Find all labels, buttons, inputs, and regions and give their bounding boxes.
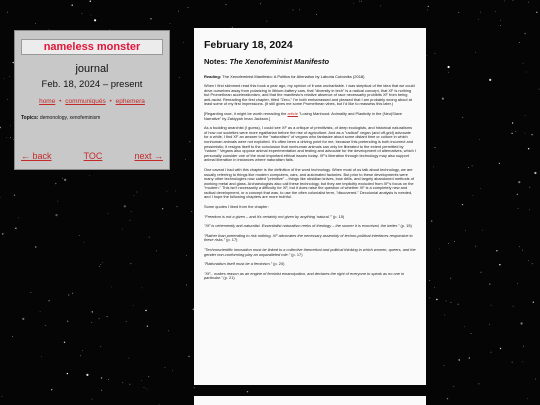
post-date-range: Feb. 18, 2024 – present — [41, 79, 143, 90]
star — [465, 230, 466, 231]
star — [479, 384, 480, 385]
star — [448, 72, 449, 73]
star — [526, 72, 527, 73]
star — [439, 248, 440, 249]
star — [525, 115, 526, 116]
star — [177, 206, 178, 207]
quote-6 — [204, 272, 416, 281]
star — [536, 12, 537, 13]
star — [433, 167, 434, 168]
star — [48, 300, 49, 301]
pager — [21, 151, 163, 161]
star — [531, 134, 532, 135]
star — [500, 348, 501, 349]
star — [431, 220, 432, 221]
star — [444, 315, 445, 316]
star — [523, 63, 524, 64]
star — [468, 167, 469, 168]
star — [479, 139, 480, 140]
star — [186, 285, 187, 286]
star — [62, 178, 63, 179]
star — [183, 42, 184, 43]
quote-text: "XF is vehemently anti-naturalist. Essentialist naturalism reeks of theology – the sooner it is exorcised, the better." — [204, 223, 400, 229]
star — [435, 53, 436, 54]
star — [444, 365, 445, 366]
paragraph-4: One caveat I had with this chapter is the definition of the word technology. When most of us talk about technology, we are usually referring to things like modern computers, cars, and automated factories. But prior to these developments were many other technologies now called "primitive" – things like obsidian knives, bow drills, and largely abandoned methods of working metal and glass. Archaeologists also call these technology, but they are implicitly excluded from XF's focus on the "modern." This isn't necessarily a difficulty for XF, but it does raise the question of whether XF is a completely new and radical development, or a concept that was, to use the often colonialist term, "discovered." Decolonial analysis is needed, and I hope the following chapters are more truthful. — [204, 166, 414, 200]
star — [126, 321, 127, 322]
star — [522, 361, 523, 362]
site-title[interactable]: nameless monster — [21, 39, 163, 55]
star — [92, 311, 93, 312]
star — [353, 3, 354, 4]
star — [518, 208, 519, 209]
star — [429, 280, 430, 281]
star — [380, 6, 381, 7]
star — [149, 237, 150, 238]
star — [496, 250, 497, 251]
star — [91, 322, 92, 323]
star — [4, 78, 5, 79]
back-link[interactable]: ← back — [21, 151, 52, 161]
star — [185, 159, 186, 160]
nav-links — [21, 98, 163, 105]
star — [458, 304, 459, 305]
star — [7, 99, 8, 100]
star — [2, 396, 3, 397]
star — [480, 188, 481, 189]
star — [79, 235, 80, 236]
star — [435, 147, 436, 148]
star — [148, 376, 149, 377]
star — [7, 12, 8, 13]
paragraph-2 — [204, 112, 416, 121]
star — [194, 387, 195, 388]
star — [190, 141, 191, 142]
star — [170, 23, 171, 24]
star — [191, 211, 192, 212]
star — [82, 350, 83, 351]
topics-line — [21, 115, 163, 121]
star — [168, 331, 169, 332]
star — [454, 241, 455, 242]
star — [513, 306, 514, 307]
star — [266, 21, 267, 22]
star — [532, 263, 533, 264]
star — [247, 391, 248, 392]
star — [108, 213, 109, 214]
star — [188, 7, 189, 8]
star — [67, 321, 68, 322]
entry-title-book: The Xenofeminist Manifesto — [229, 57, 330, 66]
star — [101, 390, 102, 391]
next-link[interactable]: next → — [134, 151, 163, 161]
quote-text: "Rationalism itself must be a feminism." — [204, 261, 273, 267]
star — [156, 251, 157, 252]
star — [86, 374, 88, 376]
next-entry-box — [194, 396, 426, 405]
quote-cite: (p. 15) — [332, 213, 345, 219]
star — [100, 264, 101, 265]
star — [316, 14, 317, 15]
star — [521, 322, 523, 324]
star — [513, 0, 514, 1]
entry-title-prefix: Notes: — [204, 57, 228, 66]
section-title: journal — [75, 63, 109, 75]
quote-3 — [204, 234, 416, 243]
star — [15, 228, 16, 229]
star — [293, 10, 294, 11]
star — [101, 377, 102, 378]
star — [539, 89, 540, 90]
star — [45, 325, 46, 326]
star — [146, 389, 147, 390]
star — [458, 12, 459, 13]
star — [491, 352, 492, 353]
star — [500, 25, 501, 26]
star — [523, 346, 524, 347]
topics-value: demonology, xenofeminism — [39, 115, 101, 121]
star — [72, 293, 73, 294]
star — [472, 195, 473, 196]
reading-line — [204, 74, 416, 79]
star — [41, 356, 42, 357]
star — [10, 137, 11, 138]
star — [517, 283, 518, 284]
star — [0, 127, 1, 128]
star — [55, 183, 56, 184]
star — [162, 208, 163, 209]
nav-communiques-link[interactable]: communiqués — [65, 98, 106, 105]
star — [94, 19, 96, 21]
article-link[interactable]: article — [287, 110, 298, 116]
reading-value: The Xenofeminist Manifesto: A Politics for Alienation by Laboria Cuboniks (2018) — [222, 74, 365, 79]
nav-home-link[interactable]: home — [39, 98, 56, 105]
star — [481, 272, 482, 273]
entry-date: February 18, 2024 — [204, 39, 293, 51]
star — [134, 195, 135, 196]
star — [144, 387, 145, 388]
paragraph-2-before: [Regarding race, it might be worth rereading the — [204, 110, 287, 116]
star — [165, 367, 166, 368]
quote-4 — [204, 248, 416, 257]
star — [35, 246, 36, 247]
star — [84, 242, 85, 243]
star — [124, 205, 126, 207]
star — [447, 398, 448, 399]
star — [141, 380, 142, 381]
star — [475, 246, 476, 247]
star — [226, 4, 227, 5]
star — [150, 18, 151, 19]
star — [57, 201, 58, 202]
star — [102, 262, 103, 263]
star — [111, 287, 112, 288]
star — [427, 55, 428, 56]
star — [478, 19, 479, 20]
star — [18, 217, 19, 218]
star — [299, 9, 300, 10]
star — [517, 194, 518, 195]
star — [515, 131, 516, 132]
star — [427, 10, 428, 11]
star — [518, 181, 520, 183]
star — [82, 13, 83, 14]
quote-cite: (p. 15) — [400, 223, 412, 229]
quote-cite: (p. 21) — [223, 275, 235, 281]
quote-2 — [204, 224, 416, 229]
star — [55, 214, 57, 216]
star — [99, 266, 100, 267]
entry-title — [204, 57, 416, 66]
star — [91, 15, 92, 16]
sidebar — [14, 30, 170, 170]
star — [130, 220, 131, 221]
star — [472, 166, 473, 167]
star — [12, 336, 13, 337]
star — [131, 211, 132, 212]
star — [525, 133, 526, 134]
star — [428, 6, 429, 7]
star — [442, 98, 444, 100]
star — [522, 250, 523, 251]
star — [130, 384, 131, 385]
quote-cite: (p. 20) — [273, 261, 285, 267]
quote-text: "Technoscientific innovation must be linked to a collective theoretical and political thinking in which women, queers, and the gender non-conforming play an unparalleled role." — [204, 247, 416, 257]
star — [519, 246, 520, 247]
star — [137, 192, 138, 193]
star — [535, 379, 536, 380]
star — [99, 318, 100, 319]
star — [504, 1, 505, 2]
star — [527, 398, 528, 399]
star — [147, 326, 148, 327]
star — [172, 371, 173, 372]
star — [35, 23, 36, 24]
star — [9, 76, 10, 77]
star — [122, 229, 123, 230]
paragraph-2-after: "Losing Manhood: Animality and Plasticity in the (Neo)Slave Narrative" by Zakiyyah Iman Jackson.] — [204, 110, 403, 121]
star — [464, 326, 465, 327]
star — [0, 197, 1, 198]
star — [359, 1, 360, 2]
star — [107, 316, 108, 317]
star — [188, 356, 189, 357]
star — [436, 299, 437, 300]
star — [528, 2, 529, 3]
star — [10, 125, 11, 126]
star — [167, 191, 168, 192]
quote-cite: (p. 17) — [226, 237, 238, 243]
star — [489, 283, 490, 284]
star — [499, 264, 500, 265]
star — [178, 11, 179, 12]
star — [142, 288, 143, 289]
star — [429, 298, 430, 299]
reading-label: Reading: — [204, 74, 222, 79]
star — [133, 305, 134, 306]
star — [534, 172, 536, 174]
star — [491, 305, 492, 306]
star — [448, 66, 450, 68]
star — [31, 292, 32, 293]
star — [175, 191, 176, 192]
star — [80, 355, 81, 356]
quote-text: "Rather than pretending to risk nothing, XF advocates the necessary assembly of techno-political interfaces responsive to these risks." — [204, 232, 413, 243]
star — [131, 263, 132, 264]
star — [90, 1, 91, 2]
star — [14, 195, 15, 196]
star — [122, 382, 123, 383]
star — [469, 357, 470, 358]
star — [499, 163, 500, 164]
star — [51, 389, 52, 390]
journal-entry — [194, 28, 426, 385]
star — [489, 79, 491, 81]
star — [361, 1, 362, 2]
star — [475, 52, 476, 53]
star — [129, 358, 130, 359]
star — [500, 20, 501, 21]
star — [434, 287, 435, 288]
star — [482, 230, 483, 231]
star — [446, 301, 447, 302]
star — [453, 386, 454, 387]
star — [448, 243, 449, 244]
star — [512, 362, 513, 363]
star — [92, 399, 93, 400]
nav-separator: • — [59, 98, 62, 105]
star — [471, 333, 472, 334]
star — [64, 342, 65, 343]
quote-text: "XF... makes reason as an engine of feminist emancipation, and declares the right of everyone to speak as no one in particular." — [204, 270, 405, 281]
star — [480, 12, 481, 13]
star — [40, 311, 41, 312]
star — [459, 359, 460, 360]
star — [519, 42, 520, 43]
star — [512, 122, 513, 123]
topics-label: Topics: — [21, 115, 39, 121]
star — [533, 302, 534, 303]
star — [22, 318, 24, 320]
star — [100, 346, 101, 347]
toc-link[interactable]: TOC — [83, 151, 103, 161]
star — [179, 77, 180, 78]
star — [89, 175, 90, 176]
star — [2, 233, 3, 234]
paragraph-3: As a budding anarchist (I guess), I could see XF as a critique of primitivists, of deep ecologists, and historical naturalisms of how our societies were more egalitarian before the rise of agriculture. And as a "radical" vegan (and off-grid) advocate for a while, I find XF an answer to the "naturalism" of vegans who fantasize about some distant time or culture in which nonhuman animals were not exploited. It's often been a driving point for me, because this pretending is both incorrect and pessimistic; it resigns itself to the conclusion that nonhuman animals can only be liberated to the extent permitted by "nature." Vegans also oppose animal experimentation and testing and advocate for the development of alternatives, which I personally consider one of the most important ethical issues today. XF's liberation through technology may also support animal liberation in instances where naturalism fails. — [204, 125, 416, 163]
star — [462, 117, 463, 118]
quote-cite: (p. 17) — [291, 251, 303, 257]
star — [450, 278, 451, 279]
star — [64, 179, 66, 181]
quote-5 — [204, 262, 416, 267]
star — [489, 324, 490, 325]
star — [6, 137, 7, 138]
star — [186, 255, 187, 256]
nav-separator: • — [109, 98, 112, 105]
paragraph-1: When I first skimmed read this book a year ago, my opinion of it was uncharitable. I was skeptical of the idea that we could drive ourselves away from polarizing in lithium-battery cars, that "diversity in tech" is a radical concept, that XF is nothing but Promethean accelerationism, and that the manifesto's relative absence of race necessarily prohibits XF from being anti-racist. Rereading the first chapter, titled "Zero," I'm both embarrassed and pleased that I am probably wrong about at least some of my first impressions. (It still gives me some Promethean vibes, but I'd like to reassess this later.) — [204, 83, 415, 107]
star — [462, 204, 463, 205]
nav-ephemera-link[interactable]: ephemera — [115, 98, 145, 105]
star — [68, 294, 69, 295]
quote-text: "Freedom is not a given – and it's certainly not given by anything 'natural.'" — [204, 213, 332, 219]
star — [451, 302, 452, 303]
star — [72, 5, 73, 6]
star — [511, 133, 512, 134]
quotes-intro: Some quotes I liked from the chapter: — [204, 204, 269, 210]
star — [528, 148, 529, 149]
star — [67, 373, 68, 374]
star — [529, 209, 530, 210]
star — [529, 187, 530, 188]
star — [260, 3, 261, 4]
star — [524, 33, 525, 34]
star — [495, 11, 496, 12]
star — [528, 260, 529, 261]
quote-1 — [204, 215, 416, 220]
star — [145, 310, 146, 311]
star — [108, 379, 109, 380]
